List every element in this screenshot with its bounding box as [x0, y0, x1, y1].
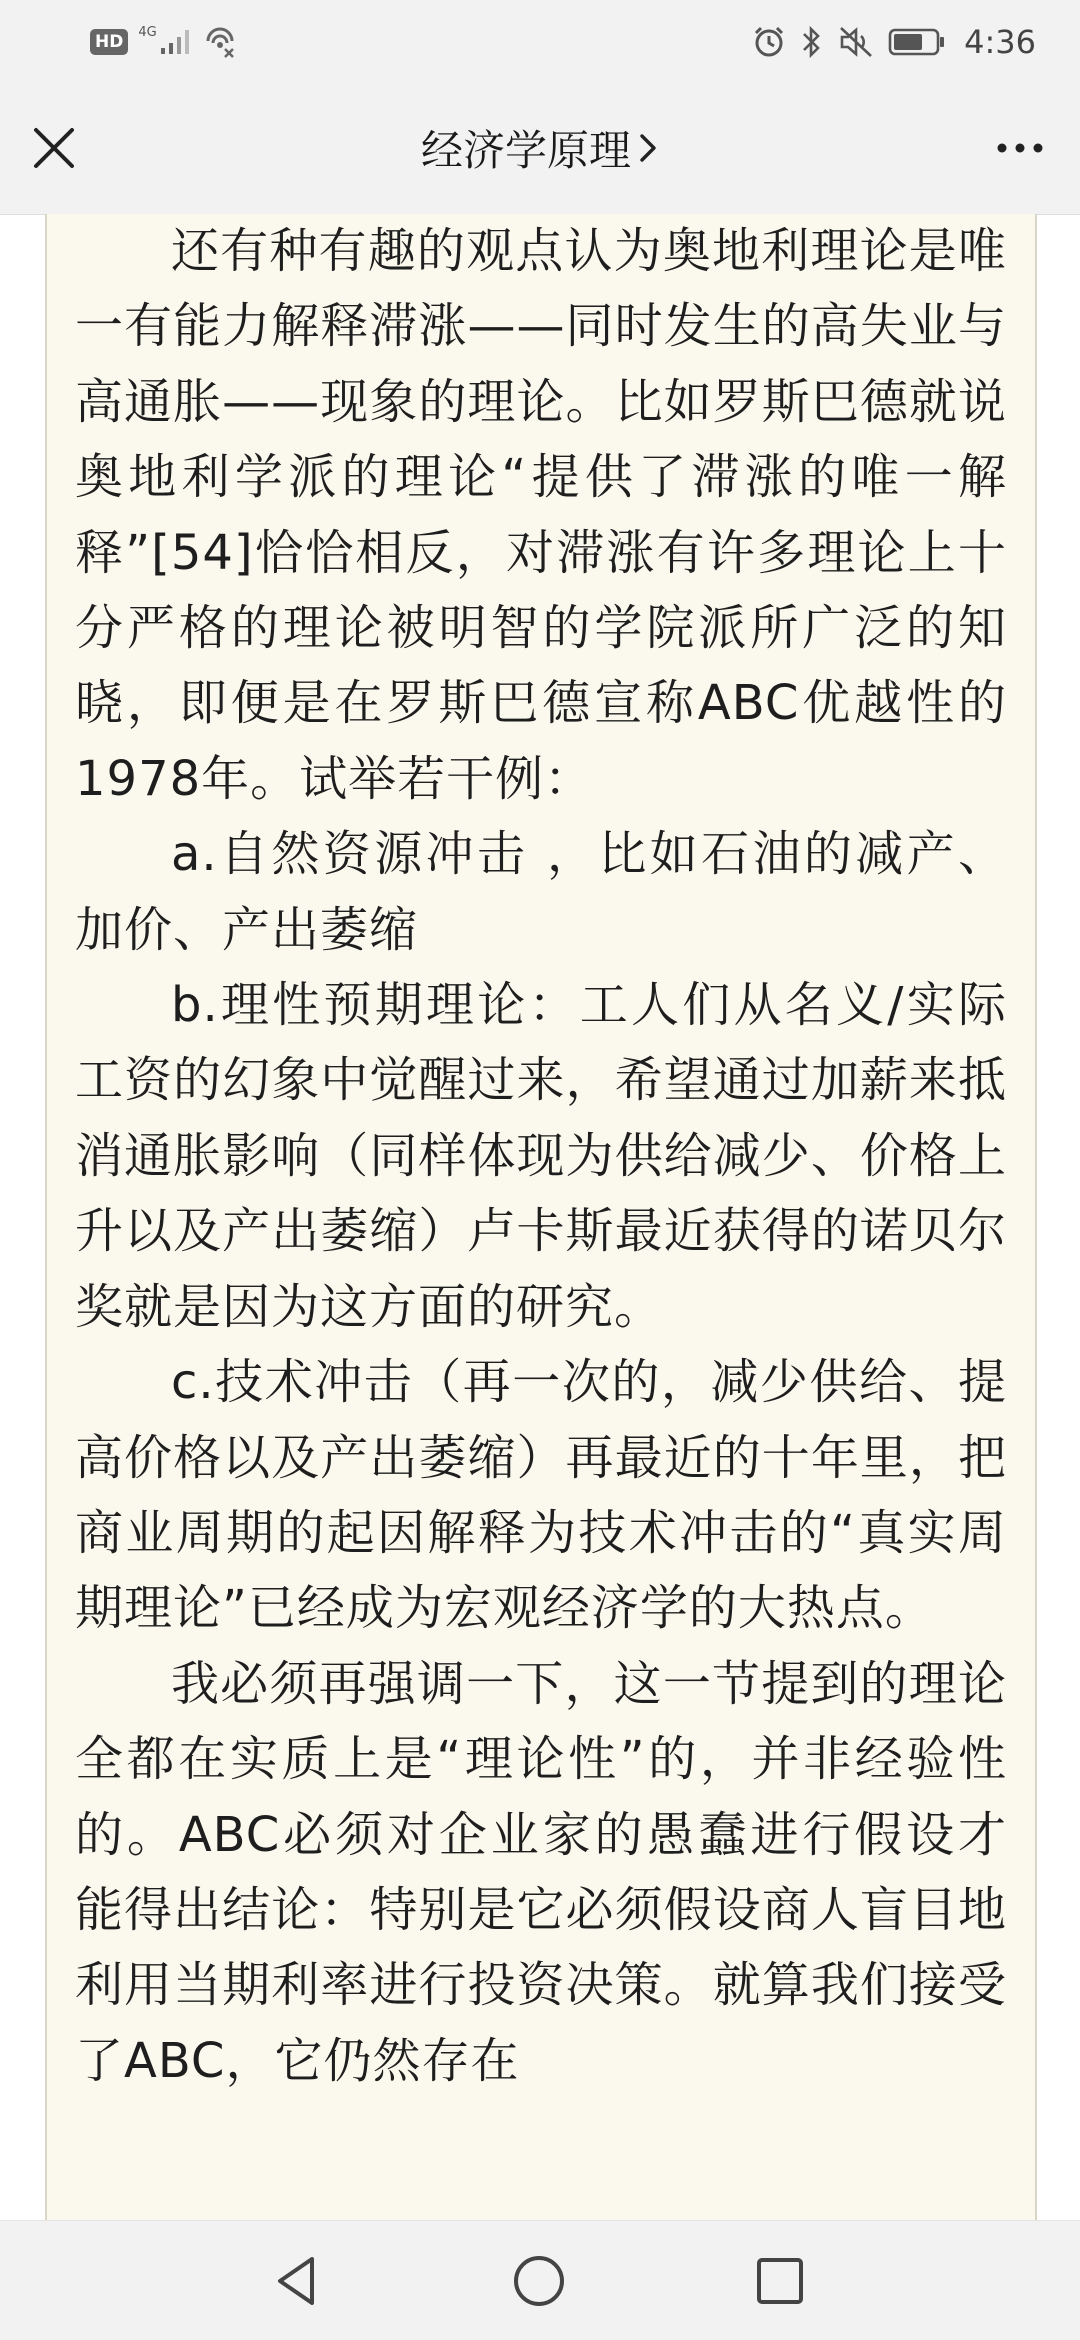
recents-square-icon[interactable]: [744, 2245, 816, 2317]
status-right: [752, 22, 1036, 62]
bluetooth-icon: [800, 25, 824, 59]
navigation-bar: [0, 2220, 1080, 2340]
status-bar: [0, 0, 1080, 82]
status-clock: 4:36: [964, 23, 1036, 61]
reading-area[interactable]: [45, 214, 1037, 2220]
paragraph: 我必须再强调一下，这一节提到的理论全都在实质上是“理论性”的，并非经验性的。ABC必须对企业家的愚蠢进行假设才能得出结论：特别是它必须假设商人盲目地利用当期利率进行投资决策。就算我们接受了ABC，它仍然存在: [75, 1655, 1007, 2089]
paragraph: c.技术冲击（再一次的，减少供给、提高价格以及产出萎缩）再最近的十年里，把商业周期的起因解释为技术冲击的“真实周期理论”已经成为宏观经济学的大热点。: [75, 1354, 1007, 1637]
paragraph: b.理性预期理论：工人们从名义/实际工资的幻象中觉醒过来，希望通过加薪来抵消通胀影响（同样体现为供给减少、价格上升以及产出萎缩）卢卡斯最近获得的诺贝尔奖就是因为这方面的研究。: [75, 977, 1007, 1335]
title-area[interactable]: [0, 82, 1080, 214]
battery-icon: [888, 27, 946, 57]
paragraph: 还有种有趣的观点认为奥地利理论是唯一有能力解释滞涨——同时发生的高失业与高通胀——现象的理论。比如罗斯巴德就说奥地利学派的理论“提供了滞涨的唯一解释”[54]恰恰相反，对滞涨有许多理论上十分严格的理论被明智的学院派所广泛的知晓，即便是在罗斯巴德宣称ABC优越性的1978年。试举若干例：: [75, 223, 1007, 807]
mute-icon: [838, 25, 874, 59]
back-triangle-icon[interactable]: [262, 2245, 334, 2317]
network-type-label: 4G: [138, 25, 157, 40]
hd-badge: HD: [90, 29, 128, 55]
alarm-icon: [752, 25, 786, 59]
page-title[interactable]: 经济学原理: [420, 126, 631, 175]
signal-icon: [159, 28, 193, 56]
paragraph: a.自然资源冲击 ，比如石油的减产、加价、产出萎缩: [75, 826, 1007, 958]
hotspot-icon: [203, 25, 237, 59]
more-options-icon[interactable]: [990, 126, 1050, 170]
article-content: [75, 214, 1007, 2099]
home-circle-icon[interactable]: [503, 2245, 575, 2317]
title-bar: [0, 82, 1080, 215]
status-left: [90, 24, 237, 60]
chevron-right-icon[interactable]: [637, 130, 659, 166]
